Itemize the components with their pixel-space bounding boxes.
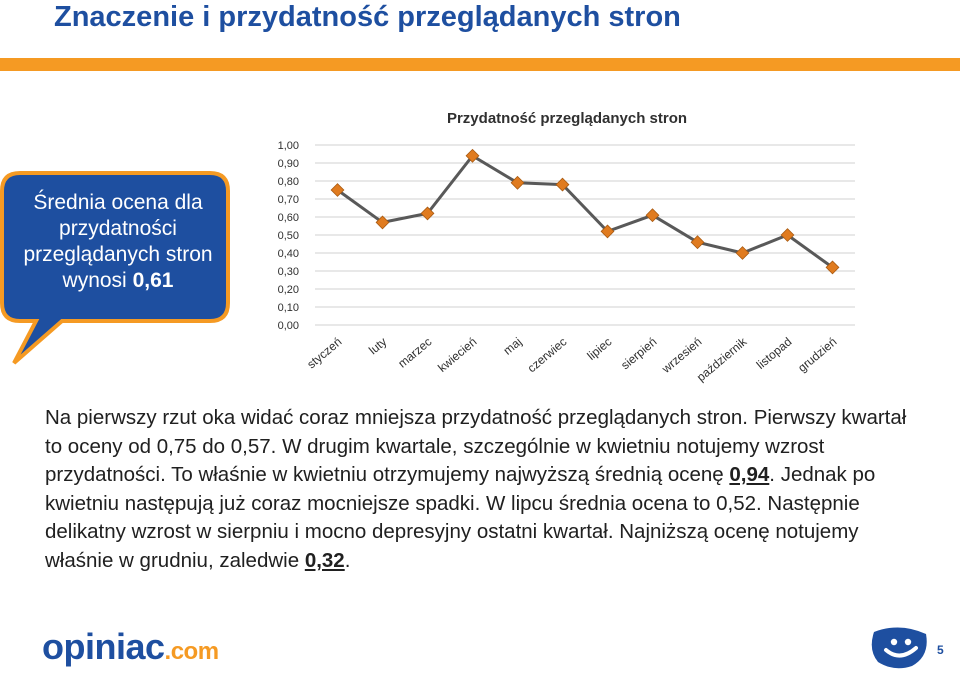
line-chart xyxy=(260,100,860,390)
y-tick-label: 0,10 xyxy=(277,302,299,314)
lowest-score: 0,32 xyxy=(304,548,345,572)
series-line xyxy=(338,156,833,268)
y-tick-label: 0,80 xyxy=(277,176,299,188)
x-tick-label: luty xyxy=(366,334,390,358)
y-tick-label: 0,70 xyxy=(277,194,299,206)
description-paragraph: Na pierwszy rzut oka widać coraz mniejsza przydatność przeglądanych stron. Pierwszy kwartał to oceny od 0,75 do 0,57. W drugim kwartale, szczególnie w kwietniu notujemy wzrost przydatności. To właśnie w kwietniu otrzymujemy najwyższą średnią ocenę 0,94. Jednak po kwietniu następują już coraz mocniejsze spadki. W lipcu średnia ocena to 0,52. Następnie delikatny wzrost w sierpniu i mocno depresyjny ostatni kwartał. Najniższą ocenę notujemy właśnie w grudniu, zaledwie 0,32. xyxy=(45,406,907,572)
x-tick-label: czerwiec xyxy=(524,334,570,376)
y-tick-label: 0,20 xyxy=(277,284,299,296)
y-tick-label: 0,50 xyxy=(277,230,299,242)
page-title: Znaczenie i przydatność przeglądanych stron xyxy=(54,1,681,33)
y-tick-label: 0,00 xyxy=(277,320,299,332)
data-point-marker xyxy=(511,176,524,189)
page-number: 5 xyxy=(937,643,944,657)
x-tick-label: październik xyxy=(693,334,750,385)
x-tick-label: sierpień xyxy=(618,334,660,373)
smiley-mascot-icon xyxy=(868,626,932,670)
y-tick-label: 0,60 xyxy=(277,212,299,224)
data-point-marker xyxy=(736,247,749,260)
data-point-marker xyxy=(691,236,704,249)
x-tick-label: lipiec xyxy=(584,334,615,363)
x-tick-label: grudzień xyxy=(795,334,840,375)
highest-score: 0,94 xyxy=(729,463,770,486)
y-tick-label: 0,40 xyxy=(277,248,299,260)
x-tick-label: styczeń xyxy=(304,334,345,372)
x-tick-label: wrzesień xyxy=(659,334,705,376)
x-tick-label: maj xyxy=(500,334,525,358)
average-value: 0,61 xyxy=(132,269,174,292)
y-tick-label: 0,90 xyxy=(277,158,299,170)
x-tick-label: marzec xyxy=(395,334,435,371)
x-tick-label: listopad xyxy=(753,334,795,372)
opiniac-logo: opiniac.com xyxy=(42,626,219,667)
title-accent-bar xyxy=(0,58,960,71)
callout-text: Średnia ocena dla przydatności przeglądanych stron wynosi 0,61 xyxy=(23,191,213,292)
data-point-marker xyxy=(646,209,659,222)
x-tick-label: kwiecień xyxy=(435,334,480,375)
y-tick-label: 1,00 xyxy=(277,140,299,152)
chart-title: Przydatność przeglądanych stron xyxy=(446,110,688,127)
y-tick-label: 0,30 xyxy=(277,266,299,278)
